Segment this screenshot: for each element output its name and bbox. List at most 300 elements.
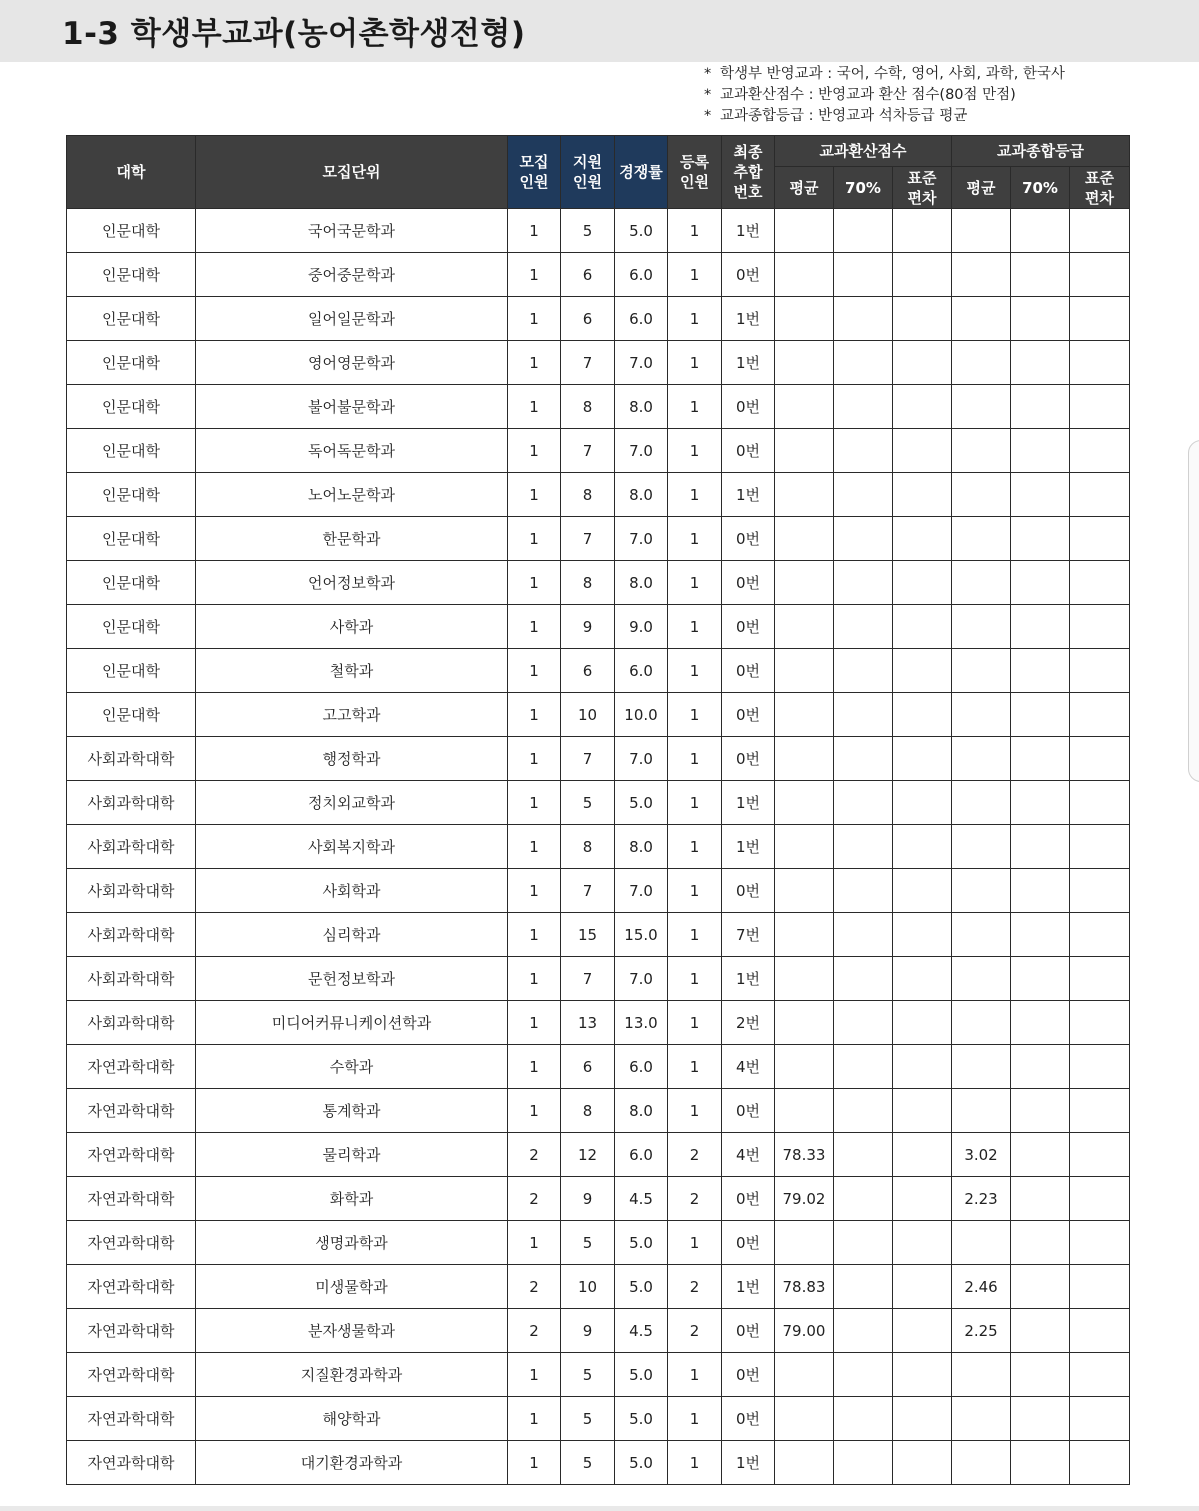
cell-final-call: 0번	[722, 517, 775, 561]
cell-college: 인문대학	[67, 209, 196, 253]
cell-score-std	[893, 1001, 952, 1045]
cell-score-std	[893, 1177, 952, 1221]
table-body	[67, 209, 1130, 1485]
cell-score-avg	[775, 605, 834, 649]
table-row	[67, 517, 1130, 561]
cell-ratio: 8.0	[615, 825, 668, 869]
cell-grade-avg	[952, 693, 1011, 737]
cell-score-70	[834, 1397, 893, 1441]
cell-ratio: 7.0	[615, 957, 668, 1001]
cell-grade-avg	[952, 1353, 1011, 1397]
cell-final-call: 1번	[722, 209, 775, 253]
cell-enrolled: 1	[668, 825, 722, 869]
cell-ratio: 7.0	[615, 429, 668, 473]
cell-enrolled: 1	[668, 473, 722, 517]
cell-quota: 2	[508, 1177, 561, 1221]
cell-unit: 영어영문학과	[196, 341, 508, 385]
cell-enrolled: 1	[668, 605, 722, 649]
cell-quota: 1	[508, 781, 561, 825]
header-grade-avg: 평균	[952, 167, 1011, 209]
note-bullet: *	[704, 66, 712, 82]
cell-score-std	[893, 1353, 952, 1397]
table-row	[67, 957, 1130, 1001]
cell-grade-std	[1070, 1265, 1130, 1309]
cell-applicants: 8	[561, 473, 615, 517]
cell-final-call: 1번	[722, 297, 775, 341]
header-score-std	[893, 167, 952, 209]
cell-applicants: 9	[561, 1309, 615, 1353]
cell-grade-70	[1011, 209, 1070, 253]
cell-score-70	[834, 1309, 893, 1353]
notes	[704, 64, 1184, 127]
note-line	[704, 85, 1184, 106]
cell-grade-70	[1011, 341, 1070, 385]
header-score-avg: 평균	[775, 167, 834, 209]
cell-ratio: 6.0	[615, 297, 668, 341]
cell-score-avg	[775, 1221, 834, 1265]
cell-enrolled: 1	[668, 209, 722, 253]
cell-score-avg: 79.00	[775, 1309, 834, 1353]
header-college: 대학	[67, 136, 196, 209]
cell-grade-std	[1070, 1177, 1130, 1221]
cell-score-70	[834, 517, 893, 561]
cell-unit: 정치외교학과	[196, 781, 508, 825]
cell-applicants: 9	[561, 1177, 615, 1221]
cell-college: 인문대학	[67, 605, 196, 649]
cell-score-avg	[775, 737, 834, 781]
cell-enrolled: 1	[668, 737, 722, 781]
cell-college: 자연과학대학	[67, 1353, 196, 1397]
cell-grade-std	[1070, 1001, 1130, 1045]
cell-score-70	[834, 1177, 893, 1221]
table-row	[67, 253, 1130, 297]
cell-applicants: 7	[561, 429, 615, 473]
header-unit: 모집단위	[196, 136, 508, 209]
cell-final-call: 1번	[722, 341, 775, 385]
cell-grade-70	[1011, 1001, 1070, 1045]
cell-quota: 2	[508, 1309, 561, 1353]
cell-score-70	[834, 649, 893, 693]
cell-unit: 수학과	[196, 1045, 508, 1089]
cell-grade-std	[1070, 473, 1130, 517]
cell-grade-avg	[952, 253, 1011, 297]
cell-unit: 분자생물학과	[196, 1309, 508, 1353]
cell-grade-avg	[952, 473, 1011, 517]
cell-applicants: 7	[561, 957, 615, 1001]
cell-grade-70	[1011, 561, 1070, 605]
cell-final-call: 0번	[722, 1309, 775, 1353]
cell-applicants: 5	[561, 209, 615, 253]
cell-score-std	[893, 209, 952, 253]
cell-grade-70	[1011, 385, 1070, 429]
cell-grade-std	[1070, 869, 1130, 913]
cell-score-std	[893, 693, 952, 737]
cell-quota: 1	[508, 297, 561, 341]
table-row	[67, 605, 1130, 649]
cell-quota: 1	[508, 209, 561, 253]
cell-grade-std	[1070, 1441, 1130, 1485]
cell-ratio: 9.0	[615, 605, 668, 649]
cell-enrolled: 2	[668, 1309, 722, 1353]
cell-enrolled: 1	[668, 341, 722, 385]
table-row	[67, 429, 1130, 473]
cell-unit: 심리학과	[196, 913, 508, 957]
cell-ratio: 8.0	[615, 561, 668, 605]
cell-unit: 사회학과	[196, 869, 508, 913]
cell-grade-70	[1011, 649, 1070, 693]
cell-final-call: 0번	[722, 1177, 775, 1221]
table-row	[67, 473, 1130, 517]
table-row	[67, 1265, 1130, 1309]
table-row	[67, 297, 1130, 341]
cell-score-avg	[775, 253, 834, 297]
cell-ratio: 4.5	[615, 1309, 668, 1353]
cell-unit: 노어노문학과	[196, 473, 508, 517]
cell-score-avg	[775, 825, 834, 869]
cell-college: 인문대학	[67, 253, 196, 297]
cell-unit: 사회복지학과	[196, 825, 508, 869]
table-row	[67, 385, 1130, 429]
cell-quota: 1	[508, 1001, 561, 1045]
cell-final-call: 0번	[722, 429, 775, 473]
cell-score-std	[893, 253, 952, 297]
cell-final-call: 1번	[722, 825, 775, 869]
cell-grade-avg	[952, 341, 1011, 385]
cell-score-70	[834, 1045, 893, 1089]
table-row	[67, 825, 1130, 869]
cell-ratio: 5.0	[615, 1265, 668, 1309]
header-score-std-text: 표준 편차	[907, 168, 937, 207]
title-bar	[0, 0, 1199, 62]
cell-grade-70	[1011, 869, 1070, 913]
table-row	[67, 1177, 1130, 1221]
cell-college: 자연과학대학	[67, 1045, 196, 1089]
cell-score-std	[893, 1221, 952, 1265]
note-line	[704, 64, 1184, 85]
cell-score-std	[893, 1133, 952, 1177]
cell-grade-avg	[952, 1045, 1011, 1089]
cell-grade-std	[1070, 253, 1130, 297]
cell-grade-std	[1070, 1089, 1130, 1133]
cell-score-avg	[775, 1397, 834, 1441]
cell-grade-70	[1011, 737, 1070, 781]
table-row	[67, 781, 1130, 825]
cell-grade-std	[1070, 737, 1130, 781]
cell-score-70	[834, 1441, 893, 1485]
cell-applicants: 7	[561, 517, 615, 561]
cell-final-call: 0번	[722, 693, 775, 737]
cell-quota: 1	[508, 1089, 561, 1133]
cell-quota: 1	[508, 1353, 561, 1397]
cell-enrolled: 1	[668, 429, 722, 473]
cell-quota: 1	[508, 517, 561, 561]
cell-score-std	[893, 1045, 952, 1089]
cell-college: 인문대학	[67, 429, 196, 473]
cell-applicants: 12	[561, 1133, 615, 1177]
cell-final-call: 1번	[722, 1265, 775, 1309]
cell-score-70	[834, 1001, 893, 1045]
cell-final-call: 7번	[722, 913, 775, 957]
cell-score-avg	[775, 561, 834, 605]
cell-grade-avg	[952, 209, 1011, 253]
cell-college: 사회과학대학	[67, 913, 196, 957]
cell-quota: 2	[508, 1133, 561, 1177]
cell-applicants: 6	[561, 1045, 615, 1089]
cell-grade-avg	[952, 649, 1011, 693]
cell-score-avg	[775, 385, 834, 429]
cell-ratio: 6.0	[615, 1045, 668, 1089]
cell-grade-avg	[952, 1001, 1011, 1045]
cell-grade-avg	[952, 957, 1011, 1001]
cell-grade-std	[1070, 1045, 1130, 1089]
cell-grade-std	[1070, 825, 1130, 869]
cell-score-avg	[775, 429, 834, 473]
cell-score-70	[834, 209, 893, 253]
cell-grade-std	[1070, 341, 1130, 385]
cell-ratio: 5.0	[615, 1441, 668, 1485]
note-bullet: *	[704, 87, 712, 103]
cell-ratio: 5.0	[615, 781, 668, 825]
cell-quota: 1	[508, 649, 561, 693]
cell-ratio: 13.0	[615, 1001, 668, 1045]
cell-applicants: 5	[561, 1397, 615, 1441]
cell-ratio: 7.0	[615, 869, 668, 913]
cell-grade-avg	[952, 561, 1011, 605]
cell-applicants: 5	[561, 1221, 615, 1265]
cell-score-std	[893, 781, 952, 825]
cell-score-avg: 78.83	[775, 1265, 834, 1309]
cell-grade-70	[1011, 781, 1070, 825]
cell-final-call: 1번	[722, 1441, 775, 1485]
cell-score-avg	[775, 957, 834, 1001]
cell-score-70	[834, 781, 893, 825]
cell-college: 사회과학대학	[67, 737, 196, 781]
cell-score-std	[893, 1397, 952, 1441]
cell-score-avg	[775, 693, 834, 737]
cell-grade-avg: 3.02	[952, 1133, 1011, 1177]
cell-score-std	[893, 297, 952, 341]
cell-score-avg	[775, 913, 834, 957]
table-row	[67, 561, 1130, 605]
cell-score-std	[893, 737, 952, 781]
cell-score-70	[834, 693, 893, 737]
header-grade-std	[1070, 167, 1130, 209]
cell-college: 자연과학대학	[67, 1441, 196, 1485]
cell-grade-avg	[952, 1441, 1011, 1485]
cell-enrolled: 2	[668, 1265, 722, 1309]
cell-score-avg	[775, 649, 834, 693]
cell-score-avg	[775, 1089, 834, 1133]
cell-unit: 해양학과	[196, 1397, 508, 1441]
cell-grade-70	[1011, 693, 1070, 737]
cell-quota: 1	[508, 693, 561, 737]
cell-grade-70	[1011, 1133, 1070, 1177]
cell-applicants: 13	[561, 1001, 615, 1045]
cell-enrolled: 1	[668, 1353, 722, 1397]
table-row	[67, 869, 1130, 913]
cell-grade-70	[1011, 1397, 1070, 1441]
cell-college: 인문대학	[67, 649, 196, 693]
cell-score-avg	[775, 517, 834, 561]
cell-score-avg	[775, 473, 834, 517]
cell-grade-70	[1011, 1353, 1070, 1397]
header-ratio: 경쟁률	[615, 136, 668, 209]
cell-grade-avg	[952, 517, 1011, 561]
cell-grade-avg	[952, 825, 1011, 869]
cell-college: 자연과학대학	[67, 1089, 196, 1133]
cell-enrolled: 1	[668, 869, 722, 913]
cell-score-70	[834, 429, 893, 473]
cell-score-std	[893, 1309, 952, 1353]
cell-score-avg	[775, 869, 834, 913]
cell-enrolled: 2	[668, 1133, 722, 1177]
cell-ratio: 6.0	[615, 1133, 668, 1177]
cell-college: 자연과학대학	[67, 1133, 196, 1177]
cell-final-call: 0번	[722, 869, 775, 913]
cell-score-70	[834, 957, 893, 1001]
cell-unit: 사학과	[196, 605, 508, 649]
cell-enrolled: 2	[668, 1177, 722, 1221]
cell-unit: 대기환경과학과	[196, 1441, 508, 1485]
cell-unit: 중어중문학과	[196, 253, 508, 297]
cell-grade-70	[1011, 913, 1070, 957]
cell-college: 인문대학	[67, 693, 196, 737]
cell-final-call: 0번	[722, 737, 775, 781]
cell-grade-70	[1011, 1177, 1070, 1221]
table-row	[67, 1045, 1130, 1089]
note-text: 교과종합등급 : 반영교과 석차등급 평균	[720, 108, 968, 124]
cell-ratio: 7.0	[615, 341, 668, 385]
cell-final-call: 0번	[722, 561, 775, 605]
cell-quota: 1	[508, 737, 561, 781]
cell-grade-std	[1070, 297, 1130, 341]
cell-final-call: 4번	[722, 1133, 775, 1177]
cell-applicants: 6	[561, 253, 615, 297]
header-score-group: 교과환산점수	[775, 136, 952, 167]
cell-score-70	[834, 561, 893, 605]
cell-ratio: 5.0	[615, 1221, 668, 1265]
cell-score-std	[893, 1089, 952, 1133]
cell-unit: 철학과	[196, 649, 508, 693]
cell-quota: 2	[508, 1265, 561, 1309]
cell-college: 자연과학대학	[67, 1177, 196, 1221]
table-row	[67, 737, 1130, 781]
cell-applicants: 7	[561, 869, 615, 913]
cell-grade-avg	[952, 1089, 1011, 1133]
cell-quota: 1	[508, 341, 561, 385]
header-enrolled	[668, 136, 722, 209]
cell-quota: 1	[508, 1441, 561, 1485]
scroll-handle[interactable]	[1188, 440, 1199, 782]
header-final-call	[722, 136, 775, 209]
cell-ratio: 10.0	[615, 693, 668, 737]
cell-grade-avg	[952, 737, 1011, 781]
cell-final-call: 0번	[722, 605, 775, 649]
cell-unit: 통계학과	[196, 1089, 508, 1133]
cell-score-std	[893, 341, 952, 385]
cell-enrolled: 1	[668, 693, 722, 737]
cell-quota: 1	[508, 429, 561, 473]
cell-applicants: 10	[561, 1265, 615, 1309]
cell-applicants: 7	[561, 737, 615, 781]
cell-grade-avg	[952, 1221, 1011, 1265]
cell-unit: 불어불문학과	[196, 385, 508, 429]
cell-grade-70	[1011, 605, 1070, 649]
cell-score-70	[834, 1221, 893, 1265]
cell-quota: 1	[508, 1221, 561, 1265]
cell-score-std	[893, 473, 952, 517]
cell-unit: 한문학과	[196, 517, 508, 561]
cell-unit: 일어일문학과	[196, 297, 508, 341]
cell-enrolled: 1	[668, 1221, 722, 1265]
table-row	[67, 1441, 1130, 1485]
cell-grade-avg: 2.46	[952, 1265, 1011, 1309]
cell-score-70	[834, 1133, 893, 1177]
table-row	[67, 209, 1130, 253]
cell-grade-avg: 2.25	[952, 1309, 1011, 1353]
cell-unit: 독어독문학과	[196, 429, 508, 473]
note-bullet: *	[704, 108, 712, 124]
cell-enrolled: 1	[668, 957, 722, 1001]
cell-unit: 고고학과	[196, 693, 508, 737]
cell-enrolled: 1	[668, 913, 722, 957]
admissions-table	[66, 135, 1130, 1485]
table-row	[67, 1397, 1130, 1441]
cell-unit: 국어국문학과	[196, 209, 508, 253]
cell-score-avg	[775, 341, 834, 385]
cell-grade-std	[1070, 957, 1130, 1001]
header-grade-group: 교과종합등급	[952, 136, 1130, 167]
cell-grade-avg	[952, 913, 1011, 957]
cell-score-avg	[775, 1045, 834, 1089]
note-line	[704, 106, 1184, 127]
header-enrolled-text: 등록 인원	[680, 153, 709, 191]
cell-final-call: 1번	[722, 957, 775, 1001]
cell-score-std	[893, 1441, 952, 1485]
cell-college: 인문대학	[67, 341, 196, 385]
cell-college: 사회과학대학	[67, 781, 196, 825]
cell-grade-std	[1070, 561, 1130, 605]
cell-grade-avg	[952, 605, 1011, 649]
cell-score-avg: 78.33	[775, 1133, 834, 1177]
cell-enrolled: 1	[668, 253, 722, 297]
table-row	[67, 649, 1130, 693]
cell-ratio: 8.0	[615, 385, 668, 429]
cell-score-70	[834, 473, 893, 517]
cell-enrolled: 1	[668, 297, 722, 341]
cell-unit: 언어정보학과	[196, 561, 508, 605]
cell-unit: 생명과학과	[196, 1221, 508, 1265]
cell-enrolled: 1	[668, 517, 722, 561]
cell-enrolled: 1	[668, 1397, 722, 1441]
cell-college: 사회과학대학	[67, 957, 196, 1001]
cell-score-avg	[775, 209, 834, 253]
cell-applicants: 6	[561, 649, 615, 693]
cell-grade-70	[1011, 1089, 1070, 1133]
cell-grade-avg	[952, 429, 1011, 473]
cell-grade-70	[1011, 1221, 1070, 1265]
cell-quota: 1	[508, 561, 561, 605]
cell-score-avg	[775, 1441, 834, 1485]
header-quota	[508, 136, 561, 209]
cell-unit: 지질환경과학과	[196, 1353, 508, 1397]
cell-grade-std	[1070, 1221, 1130, 1265]
cell-quota: 1	[508, 913, 561, 957]
cell-ratio: 7.0	[615, 517, 668, 561]
cell-enrolled: 1	[668, 1045, 722, 1089]
cell-ratio: 6.0	[615, 253, 668, 297]
cell-score-70	[834, 605, 893, 649]
